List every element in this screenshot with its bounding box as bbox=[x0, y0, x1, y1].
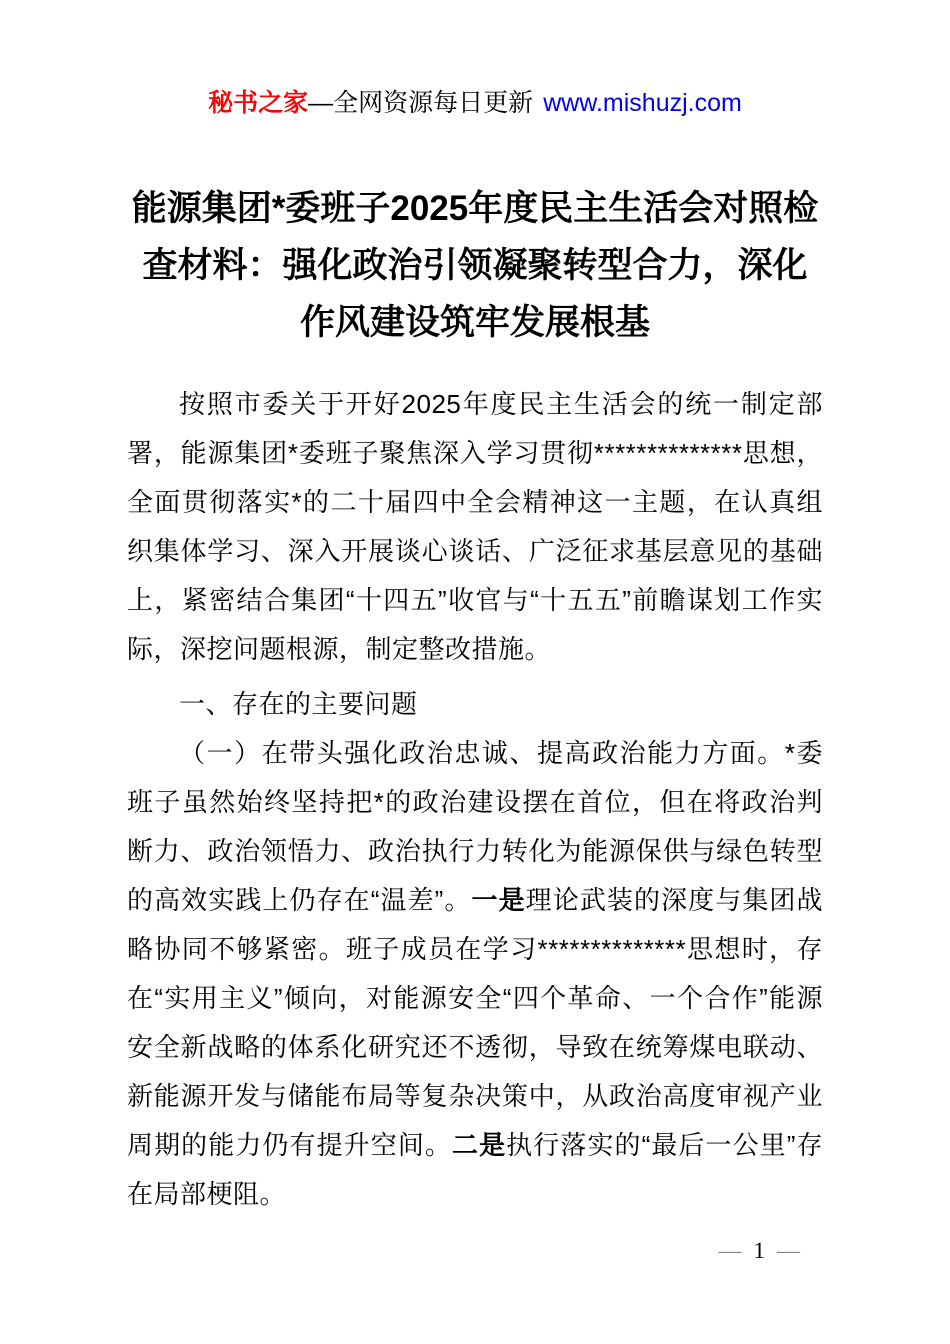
page-number: 1 bbox=[753, 1238, 765, 1263]
site-header bbox=[0, 88, 950, 118]
site-brand: 秘书之家 bbox=[208, 89, 309, 117]
section-heading bbox=[127, 680, 823, 729]
page-title bbox=[127, 180, 823, 351]
body-paragraph bbox=[127, 729, 823, 1219]
bold-text-run: 二是 bbox=[452, 1130, 507, 1160]
text-run: 一、存在的主要问题 bbox=[179, 689, 418, 719]
text-run: 执行落实的“最后一公里”存在局部梗阻。 bbox=[127, 1130, 823, 1209]
footer-right-dash: — bbox=[777, 1238, 800, 1263]
bold-text-run: 一是 bbox=[471, 885, 526, 915]
title-line: 能源集团*委班子2025年度民主生活会对照检 bbox=[131, 189, 819, 228]
body-paragraph bbox=[127, 380, 823, 674]
text-run: 按照市委关于开好2025年度民主生活会的统一制定部署，能源集团*委班子聚焦深入学习贯彻**************思想，全面贯彻落实*的二十届四中全会精神这一主题，在认真组织集体学习、深入开展谈心谈话、广泛征求基层意见的基础上，紧密结合集团“十四五”收官与“十五五”前瞻谋划工作实际，深挖问题根源，制定整改措施。 bbox=[127, 389, 823, 664]
site-tagline: —全网资源每日更新 bbox=[308, 89, 534, 117]
document-body bbox=[127, 380, 823, 1219]
title-line: 查材料：强化政治引领凝聚转型合力，深化 bbox=[142, 246, 808, 285]
title-line: 作风建设筑牢发展根基 bbox=[299, 303, 650, 342]
footer-left-dash: — bbox=[718, 1238, 742, 1263]
text-run: （一）在带头强化政治忠诚、提高政治能力方面。*委班子虽然始终坚持把*的政治建设摆在首位，但在将政治判断力、政治领悟力、政治执行力转化为能源保供与绿色转型的高效实践上仍存在“温差”。 bbox=[127, 738, 823, 915]
page-footer bbox=[719, 1237, 801, 1265]
site-url-link[interactable]: www.mishuzj.com bbox=[543, 89, 742, 117]
text-run: 理论武装的深度与集团战略协同不够紧密。班子成员在学习**************思想时，存在“实用主义”倾向，对能源安全“四个革命、一个合作”能源安全新战略的体系化研究还不透彻，导致在统筹煤电联动、新能源开发与储能布局等复杂决策中，从政治高度审视产业周期的能力仍有提升空间。 bbox=[127, 885, 823, 1160]
